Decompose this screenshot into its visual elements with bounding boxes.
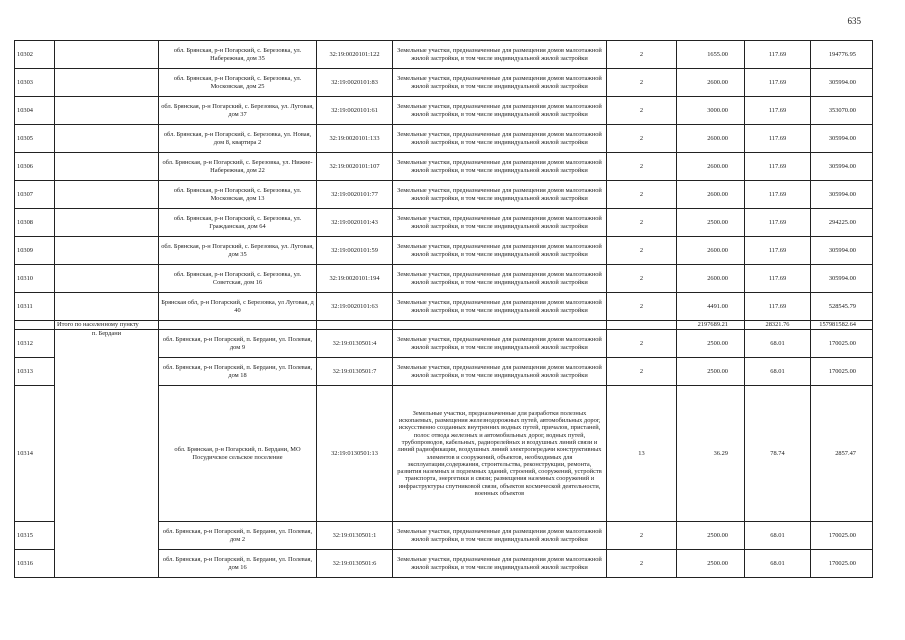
cadastral-value-cell: 170025.00	[811, 330, 873, 358]
location-cell: обл. Брянская, р-н Погарский, п. Бердани, ул. Полевая, дом 9	[159, 330, 317, 358]
summary-empty-cell	[393, 321, 607, 330]
cadastral-number-cell: 32:19:0130501:1	[317, 522, 393, 550]
land-use-cell: Земельные участки, предназначенные для размещения домов малоэтажной жилой застройки, в том числе индивидуальной жилой застройки	[393, 330, 607, 358]
rate-cell: 68.01	[745, 550, 811, 578]
land-use-cell: Земельные участки, предназначенные для размещения домов малоэтажной жилой застройки, в том числе индивидуальной жилой застройки	[393, 125, 607, 153]
area-cell: 2500.00	[677, 358, 745, 386]
cadastral-value-cell: 305994.00	[811, 125, 873, 153]
location-cell: обл. Брянская, р-н Погарский, с. Березовка, ул. Новая, дом 8, квартира 2	[159, 125, 317, 153]
table-row	[15, 41, 873, 69]
settlement-cell	[55, 181, 159, 209]
summary-empty-cell	[607, 321, 677, 330]
cadastral-value-cell: 170025.00	[811, 522, 873, 550]
land-use-cell: Земельные участки, предназначенные для размещения домов малоэтажной жилой застройки, в том числе индивидуальной жилой застройки	[393, 97, 607, 125]
cadastral-value-cell: 170025.00	[811, 550, 873, 578]
location-cell: обл. Брянская, р-н Погарский, с. Березовка, ул. Московская, дом 13	[159, 181, 317, 209]
summary-area: 2197689.21	[677, 321, 745, 330]
location-cell: обл. Брянская, р-н Погарский, с. Березовка, ул. Луговая, дом 37	[159, 97, 317, 125]
cadastral-value-cell: 305994.00	[811, 153, 873, 181]
cadastral-value-cell: 305994.00	[811, 265, 873, 293]
area-cell: 2600.00	[677, 181, 745, 209]
row-number-cell: 10311	[15, 293, 55, 321]
cadastral-number-cell: 32:19:0020101:61	[317, 97, 393, 125]
cadastral-number-cell: 32:19:0020101:194	[317, 265, 393, 293]
area-cell: 2500.00	[677, 550, 745, 578]
cadastral-number-cell: 32:19:0020101:59	[317, 237, 393, 265]
category-code-cell: 2	[607, 265, 677, 293]
summary-rate: 28321.76	[745, 321, 811, 330]
land-use-cell: Земельные участки, предназначенные для размещения домов малоэтажной жилой застройки, в том числе индивидуальной жилой застройки	[393, 358, 607, 386]
cadastral-value-cell: 294225.00	[811, 209, 873, 237]
area-cell: 4491.00	[677, 293, 745, 321]
land-use-cell: Земельные участки, предназначенные для размещения домов малоэтажной жилой застройки, в том числе индивидуальной жилой застройки	[393, 550, 607, 578]
row-number-cell: 10316	[15, 550, 55, 578]
table-row	[15, 97, 873, 125]
cadastral-value-cell: 194776.95	[811, 41, 873, 69]
category-code-cell: 2	[607, 293, 677, 321]
location-cell: обл. Брянская, р-н Погарский, с. Березовка, ул. Советская, дом 16	[159, 265, 317, 293]
area-cell: 2600.00	[677, 69, 745, 97]
category-code-cell: 2	[607, 522, 677, 550]
category-code-cell: 2	[607, 69, 677, 97]
category-code-cell: 2	[607, 209, 677, 237]
table-row	[15, 125, 873, 153]
table-row	[15, 209, 873, 237]
cadastral-value-cell: 305994.00	[811, 181, 873, 209]
settlement-name: п. Бердани	[55, 330, 159, 578]
category-code-cell: 2	[607, 237, 677, 265]
cadastral-number-cell: 32:19:0020101:63	[317, 293, 393, 321]
land-use-cell: Земельные участки, предназначенные для размещения домов малоэтажной жилой застройки, в том числе индивидуальной жилой застройки	[393, 181, 607, 209]
cadastral-number-cell: 32:19:0020101:83	[317, 69, 393, 97]
cadastral-value-cell: 528545.79	[811, 293, 873, 321]
area-cell: 2500.00	[677, 209, 745, 237]
location-cell: обл. Брянская, р-н Погарский, с. Березовка, ул. Набережная, дом 35	[159, 41, 317, 69]
area-cell: 2600.00	[677, 265, 745, 293]
land-use-cell: Земельные участки, предназначенные для размещения домов малоэтажной жилой застройки, в том числе индивидуальной жилой застройки	[393, 41, 607, 69]
summary-empty-cell	[317, 321, 393, 330]
row-number-cell: 10303	[15, 69, 55, 97]
location-cell: обл. Брянская, р-н Погарский, п. Бердани, МО Посудичское сельское поселение	[159, 386, 317, 522]
settlement-cell	[55, 265, 159, 293]
category-code-cell: 2	[607, 550, 677, 578]
land-use-cell: Земельные участки, предназначенные для размещения домов малоэтажной жилой застройки, в том числе индивидуальной жилой застройки	[393, 69, 607, 97]
summary-total: 157981582.64	[811, 321, 873, 330]
summary-row	[15, 321, 873, 330]
land-use-cell: Земельные участки, предназначенные для размещения домов малоэтажной жилой застройки, в том числе индивидуальной жилой застройки	[393, 522, 607, 550]
cadastral-value-cell: 170025.00	[811, 358, 873, 386]
area-cell: 2600.00	[677, 125, 745, 153]
settlement-cell	[55, 41, 159, 69]
rate-cell: 117.69	[745, 265, 811, 293]
table-row	[15, 69, 873, 97]
land-use-cell: Земельные участки, предназначенные для размещения домов малоэтажной жилой застройки, в том числе индивидуальной жилой застройки	[393, 265, 607, 293]
location-cell: обл. Брянская, р-н Погарский, с. Березовка, ул. Луговая, дом 35	[159, 237, 317, 265]
rate-cell: 68.01	[745, 330, 811, 358]
location-cell: обл. Брянская, р-н Погарский, с. Березовка, ул. Гражданская, дом 64	[159, 209, 317, 237]
location-cell: обл. Брянская, р-н Погарский, п. Бердани, ул. Полевая, дом 18	[159, 358, 317, 386]
cadastral-number-cell: 32:19:0130501:13	[317, 386, 393, 522]
rate-cell: 117.69	[745, 237, 811, 265]
area-cell: 2600.00	[677, 237, 745, 265]
location-cell: Брянская обл, р-н Погарский, с Березовка, ул Луговая, д 40	[159, 293, 317, 321]
rate-cell: 117.69	[745, 293, 811, 321]
area-cell: 2500.00	[677, 522, 745, 550]
table-row	[15, 153, 873, 181]
row-number-cell: 10313	[15, 358, 55, 386]
settlement-cell	[55, 69, 159, 97]
table-row	[15, 330, 873, 358]
rate-cell: 117.69	[745, 181, 811, 209]
rate-cell: 117.69	[745, 153, 811, 181]
cadastral-number-cell: 32:19:0020101:77	[317, 181, 393, 209]
table-row	[15, 293, 873, 321]
cadastral-value-cell: 305994.00	[811, 69, 873, 97]
summary-label: Итого по населенному пункту	[55, 321, 159, 330]
settlement-cell	[55, 97, 159, 125]
page-number: 635	[847, 16, 861, 26]
table-row	[15, 181, 873, 209]
table-row	[15, 265, 873, 293]
row-number-cell: 10304	[15, 97, 55, 125]
row-number-cell: 10305	[15, 125, 55, 153]
category-code-cell: 2	[607, 330, 677, 358]
land-use-cell: Земельные участки, предназначенные для размещения домов малоэтажной жилой застройки, в том числе индивидуальной жилой застройки	[393, 293, 607, 321]
category-code-cell: 13	[607, 386, 677, 522]
settlement-cell	[55, 125, 159, 153]
category-code-cell: 2	[607, 125, 677, 153]
cadastral-number-cell: 32:19:0020101:133	[317, 125, 393, 153]
row-number-cell: 10306	[15, 153, 55, 181]
category-code-cell: 2	[607, 181, 677, 209]
cadastral-number-cell: 32:19:0020101:107	[317, 153, 393, 181]
land-use-cell: Земельные участки, предназначенные для размещения домов малоэтажной жилой застройки, в том числе индивидуальной жилой застройки	[393, 153, 607, 181]
cadastral-number-cell: 32:19:0020101:43	[317, 209, 393, 237]
area-cell: 3000.00	[677, 97, 745, 125]
area-cell: 36.29	[677, 386, 745, 522]
row-number-cell: 10302	[15, 41, 55, 69]
category-code-cell: 2	[607, 153, 677, 181]
cadastral-value-cell: 353070.00	[811, 97, 873, 125]
row-number-cell: 10312	[15, 330, 55, 358]
row-number-cell: 10307	[15, 181, 55, 209]
row-number-cell: 10309	[15, 237, 55, 265]
summary-empty-cell	[159, 321, 317, 330]
summary-empty-cell	[15, 321, 55, 330]
rate-cell: 117.69	[745, 41, 811, 69]
table-row	[15, 237, 873, 265]
settlement-cell	[55, 237, 159, 265]
location-cell: обл. Брянская, р-н Погарский, с. Березовка, ул. Нижне-Набережная, дом 22	[159, 153, 317, 181]
land-use-cell: Земельные участки, предназначенные для разработки полезных ископаемых, размещения железнодорожных путей, автомобильных дорог, искусственно созданных внутренних водных путей, причалов, пристаней, полос отвода железных и автомобильных дорог, водных путей, трубопроводов, кабельных, радиорелейных и воздушных линий связи и линий радиофикации, воздушных линий электропередачи конструктивных элементов и сооружений, объектов, необходимых для эксплуатации,содержания, строительства, реконструкции, ремонта, развития наземных и подземных зданий, строений, сооружений, устройств транспорта, энергетики и связи; размещения наземных сооружений и инфраструктуры спутниковой связи, объектов космической деятельности, военных объектов	[393, 386, 607, 522]
land-use-cell: Земельные участки, предназначенные для размещения домов малоэтажной жилой застройки, в том числе индивидуальной жилой застройки	[393, 209, 607, 237]
land-plots-table	[14, 40, 873, 578]
location-cell: обл. Брянская, р-н Погарский, п. Бердани, ул. Полевая, дом 16	[159, 550, 317, 578]
category-code-cell: 2	[607, 41, 677, 69]
category-code-cell: 2	[607, 97, 677, 125]
rate-cell: 117.69	[745, 69, 811, 97]
row-number-cell: 10308	[15, 209, 55, 237]
cadastral-number-cell: 32:19:0020101:122	[317, 41, 393, 69]
location-cell: обл. Брянская, р-н Погарский, с. Березовка, ул. Московская, дом 25	[159, 69, 317, 97]
rate-cell: 117.69	[745, 97, 811, 125]
row-number-cell: 10315	[15, 522, 55, 550]
location-cell: обл. Брянская, р-н Погарский, п. Бердани, ул. Полевая, дом 2	[159, 522, 317, 550]
rate-cell: 117.69	[745, 209, 811, 237]
cadastral-value-cell: 2857.47	[811, 386, 873, 522]
rate-cell: 68.01	[745, 522, 811, 550]
area-cell: 2500.00	[677, 330, 745, 358]
cadastral-value-cell: 305994.00	[811, 237, 873, 265]
settlement-cell	[55, 293, 159, 321]
category-code-cell: 2	[607, 358, 677, 386]
settlement-cell	[55, 209, 159, 237]
cadastral-number-cell: 32:19:0130501:6	[317, 550, 393, 578]
cadastral-number-cell: 32:19:0130501:7	[317, 358, 393, 386]
row-number-cell: 10310	[15, 265, 55, 293]
cadastral-number-cell: 32:19:0130501:4	[317, 330, 393, 358]
row-number-cell: 10314	[15, 386, 55, 522]
rate-cell: 68.01	[745, 358, 811, 386]
settlement-cell	[55, 153, 159, 181]
area-cell: 1655.00	[677, 41, 745, 69]
rate-cell: 78.74	[745, 386, 811, 522]
land-use-cell: Земельные участки, предназначенные для размещения домов малоэтажной жилой застройки, в том числе индивидуальной жилой застройки	[393, 237, 607, 265]
rate-cell: 117.69	[745, 125, 811, 153]
area-cell: 2600.00	[677, 153, 745, 181]
